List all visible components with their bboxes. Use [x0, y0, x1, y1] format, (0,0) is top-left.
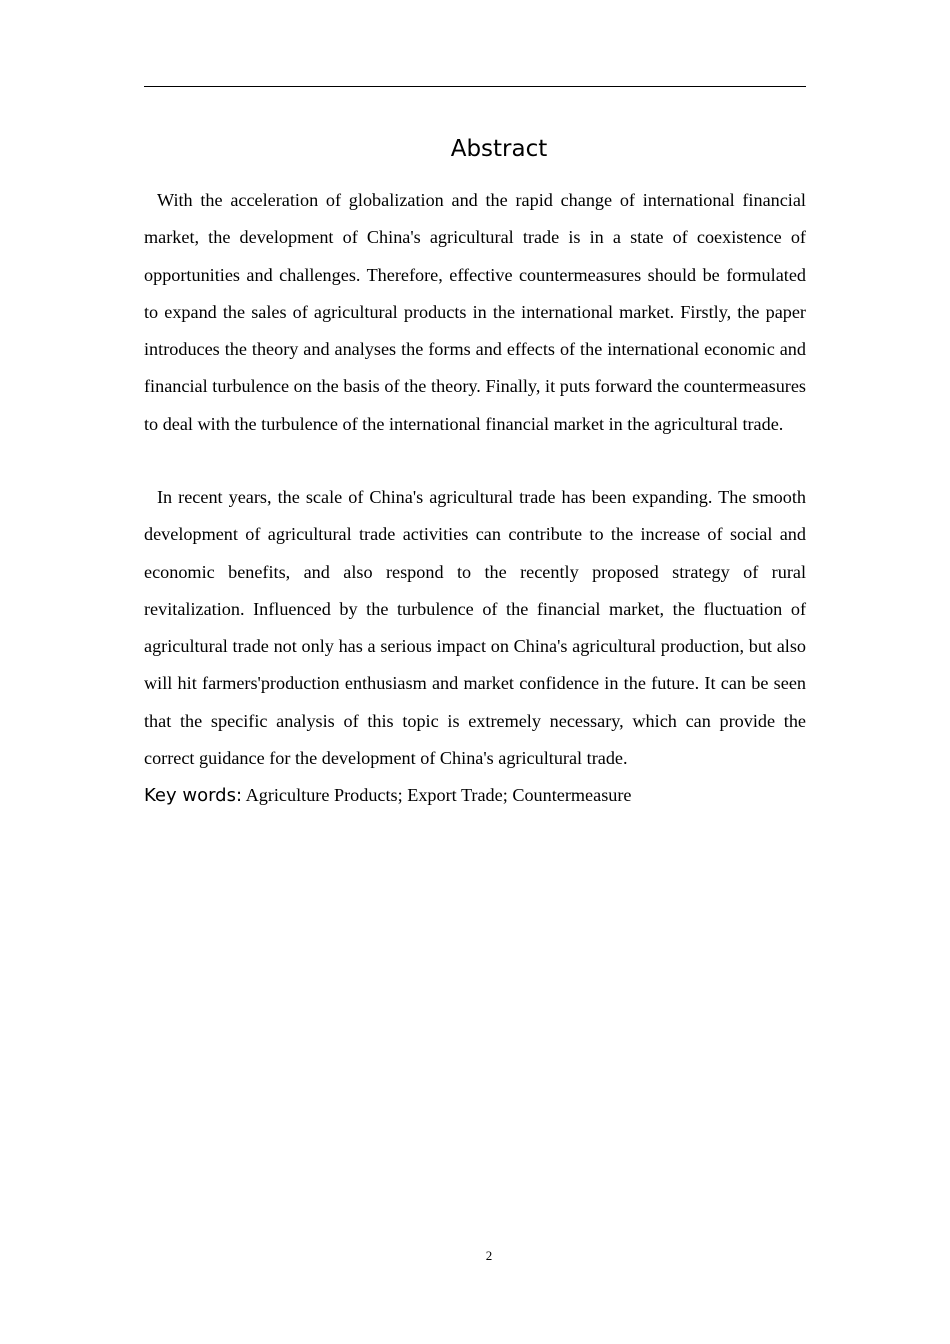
keywords-line [144, 780, 806, 811]
abstract-title: Abstract [450, 136, 548, 162]
page-number: 2 [485, 1248, 493, 1263]
abstract-paragraph-2: In recent years, the scale of China's agricultural trade has been expanding. The smooth development of agricultural trade activities can contribute to the increase of social and economic benefits, and also respond to the recently proposed strategy of rural revitalization. Influenced by the turbulence of the financial market, the fluctuation of agricultural trade not only has a serious impact on China's agricultural production, but also will hit farmers'production enthusiasm and market confidence in the future. It can be seen that the specific analysis of this topic is extremely necessary, which can provide the correct guidance for the development of China's agricultural trade. [144, 487, 806, 769]
abstract-paragraph-1: With the acceleration of globalization and the rapid change of international financial market, the development of China's agricultural trade is in a state of coexistence of opportunities and challenges. Therefore, effective countermeasures should be formulated to expand the sales of agricultural products in the international market. Firstly, the paper introduces the theory and analyses the forms and effects of the international economic and financial turbulence on the basis of the theory. Finally, it puts forward the countermeasures to deal with the turbulence of the international financial market in the agricultural trade. [144, 190, 806, 434]
keywords-value: Agriculture Products; Export Trade; Countermeasure [245, 785, 632, 805]
keywords-label: Key words: [144, 785, 243, 806]
header-rule [144, 86, 806, 87]
